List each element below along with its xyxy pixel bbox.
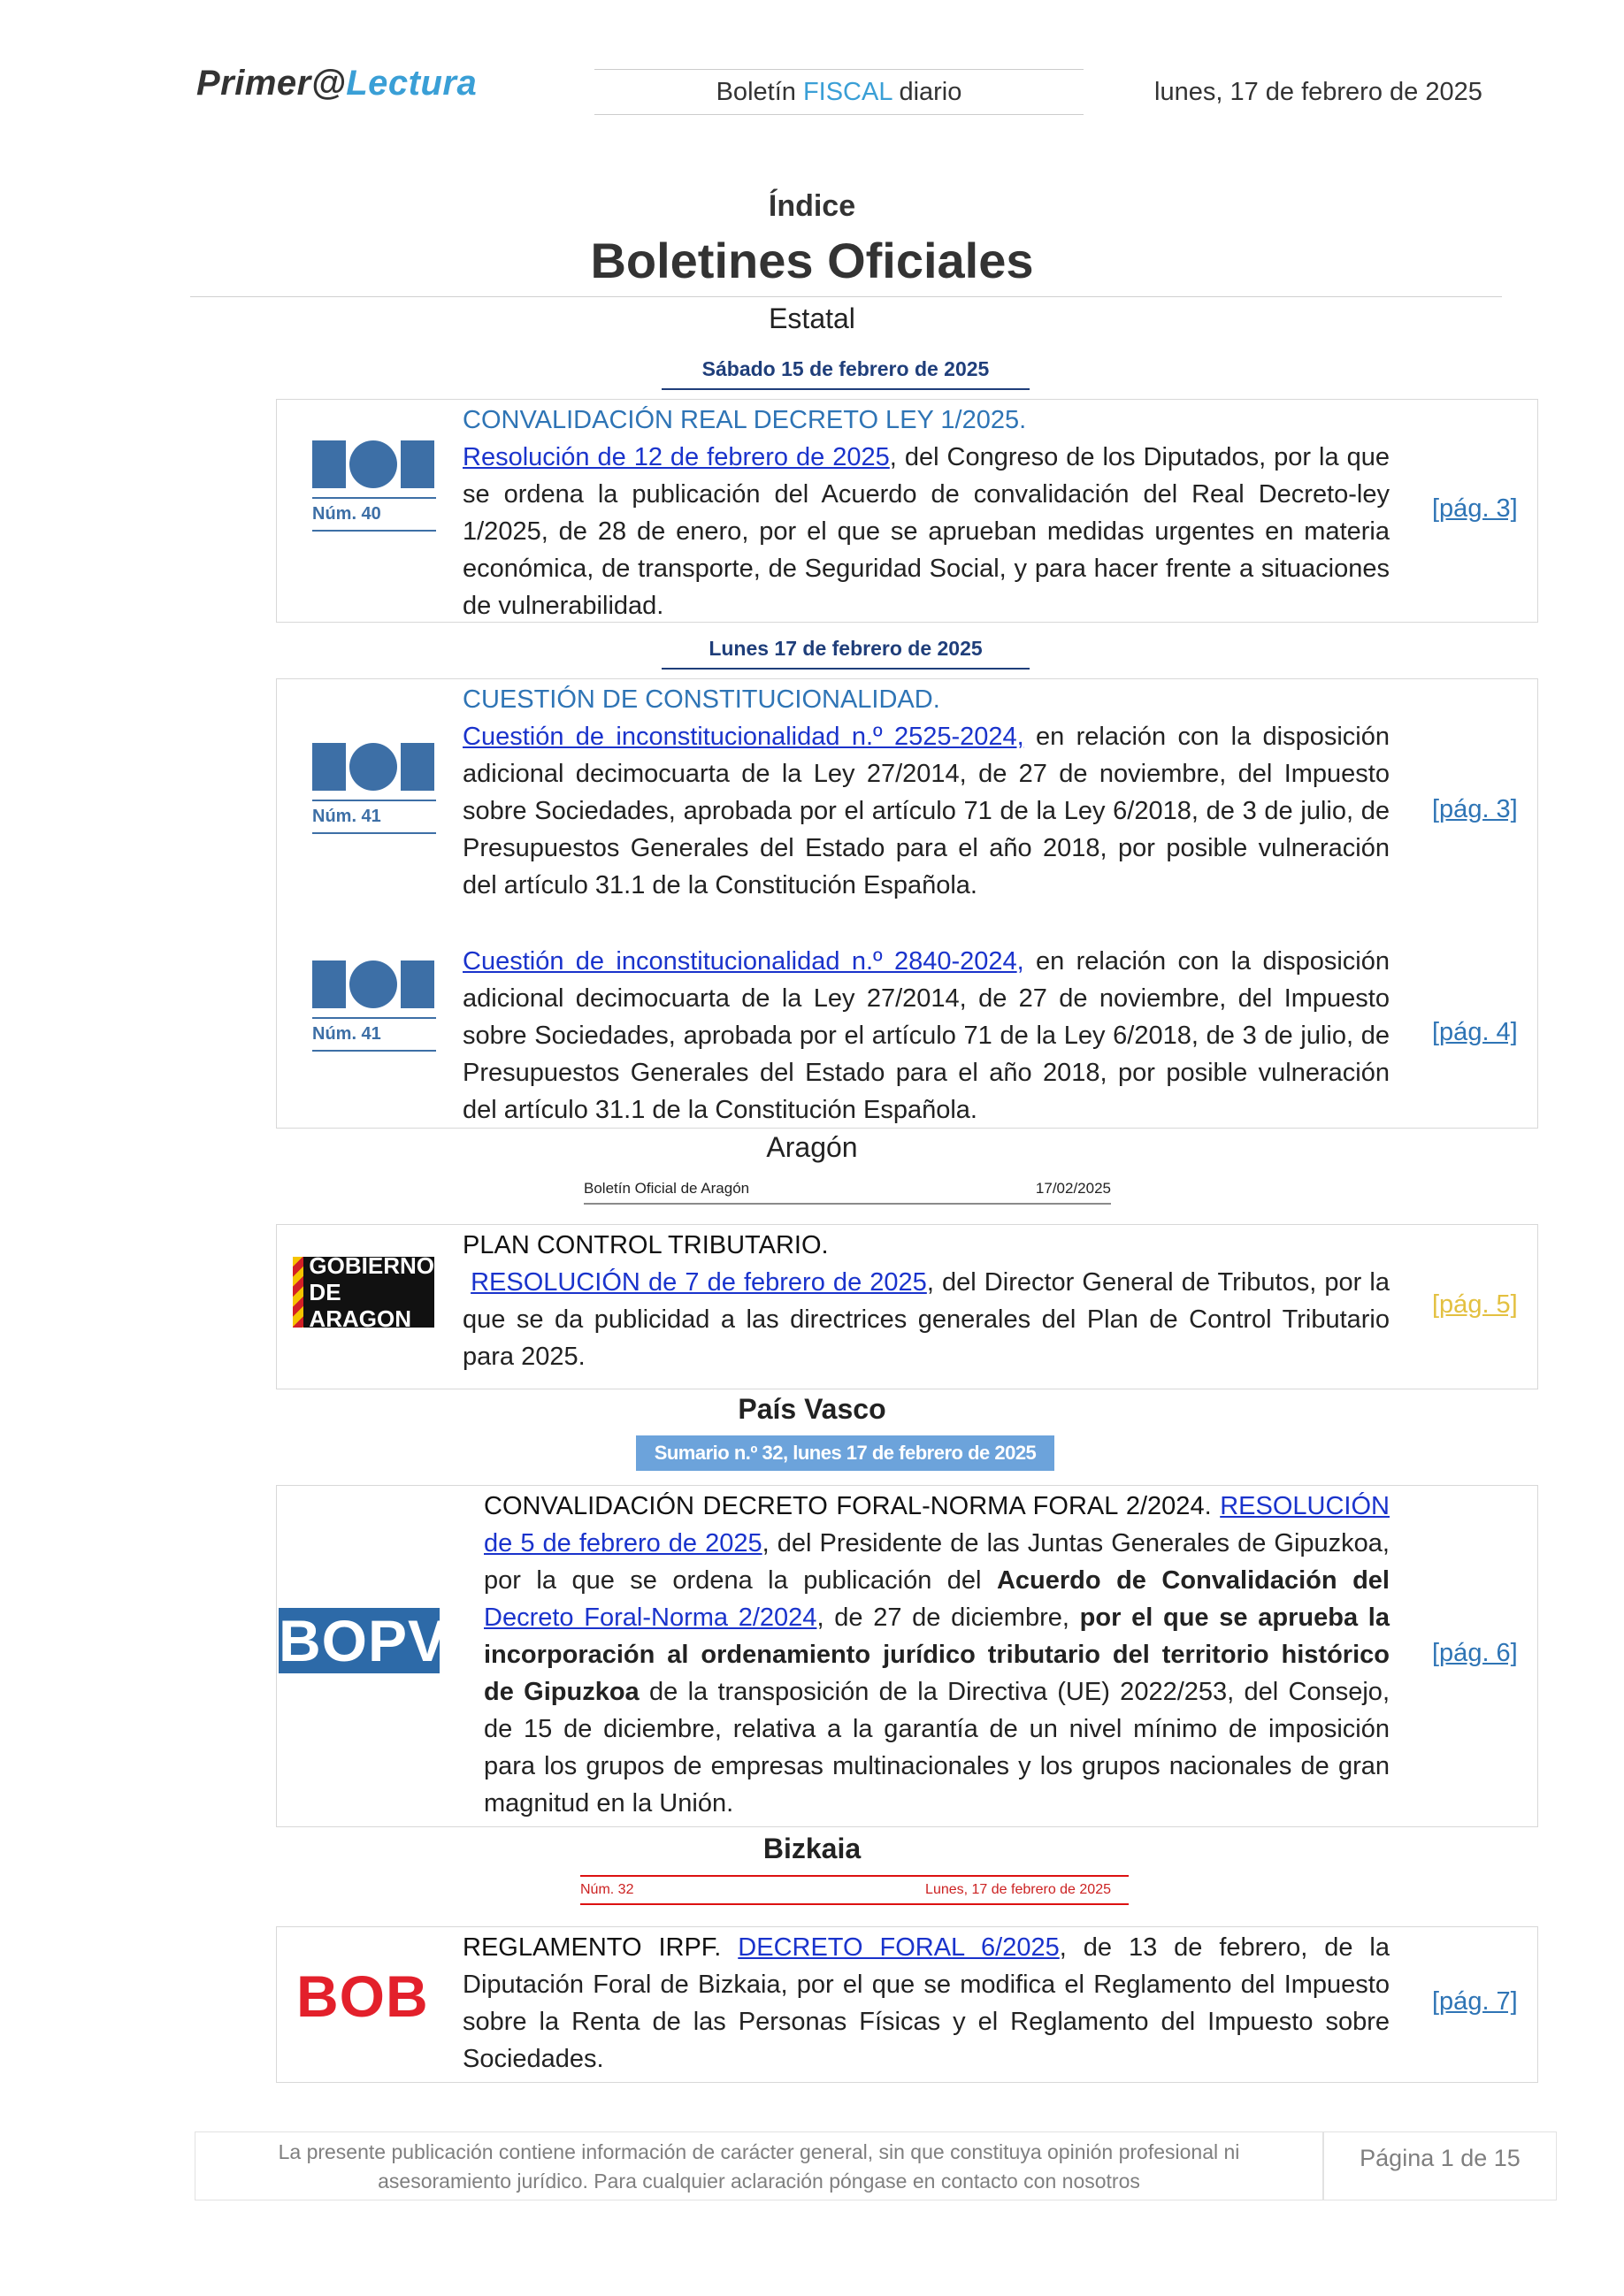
aragon-flag-icon: [293, 1257, 303, 1328]
page-title: Boletines Oficiales: [590, 233, 1034, 288]
aragon-bulletin-banner: [584, 1180, 1111, 1205]
page-ref-link[interactable]: [pág. 4]: [1432, 1018, 1518, 1046]
bulletin-title-pre: Boletín: [716, 78, 803, 106]
entry-link[interactable]: RESOLUCIÓN de 7 de febrero de 2025: [471, 1268, 927, 1297]
header-date: lunes, 17 de febrero de 2025: [1154, 78, 1482, 106]
entry-text: [463, 1929, 1390, 2078]
footer-disclaimer: [195, 2131, 1323, 2200]
boe-mark-icon: [312, 741, 436, 792]
entry-heading: CONVALIDACIÓN DECRETO FORAL-NORMA FORAL 2/2024: [484, 1492, 1205, 1520]
bulletin-title-fiscal: FISCAL: [802, 78, 892, 106]
entry-link[interactable]: RESOLUCIÓN de 5 de febrero de 2025: [484, 1492, 1390, 1557]
brand-logo-part1: Primer@: [196, 64, 347, 103]
bizkaia-bulletin-banner: [580, 1875, 1129, 1905]
entry-body: en relación con la disposición adicional decimocuarta de la Ley 27/2014, de 27 de noviembre, del Impuesto sobre Sociedades, aprobada por el artículo 71 de la Ley 6/2018, de 3 de julio, de Presupuestos Generales del Estado para el año 2018, por posible vulneración del artículo 31.1 de la Constitución Española.: [463, 723, 1390, 899]
section-title-estatal: Estatal: [769, 302, 855, 334]
entry-bold-text: Acuerdo de Convalidación del: [996, 1566, 1390, 1595]
bizkaia-banner-number: Núm. 32: [580, 1882, 634, 1897]
index-label: Índice: [768, 189, 856, 223]
entry-body: , del Director General de Tributos, por la que se da publicidad a las directrices generales del Plan de Control Tributario para 2025.: [463, 1268, 1390, 1371]
entry-link[interactable]: Resolución de 12 de febrero de 2025: [463, 443, 890, 471]
bopv-logo: BOPV: [279, 1608, 448, 1673]
boe-issue-number: Núm. 40: [312, 497, 436, 532]
boe-issue-number: Núm. 41: [312, 1017, 436, 1052]
entry-link[interactable]: Cuestión de inconstitucionalidad n.º 2525-2024,: [463, 723, 1024, 751]
entry-link[interactable]: Cuestión de inconstitucionalidad n.º 2840-2024: [463, 947, 1017, 976]
entry-card-boe-40: [276, 399, 1538, 623]
entry-card-boe-41: [276, 678, 1538, 1129]
entry-body: , del Presidente de las Juntas Generales de Gipuzkoa, por la que se ordena la publicación del: [484, 1529, 1390, 1595]
entry-link-comma: ,: [1016, 947, 1024, 976]
pais-vasco-summary-banner: Sumario n.º 32, lunes 17 de febrero de 2025: [636, 1435, 1054, 1471]
entry-body: en relación con la disposición adicional decimocuarta de la Ley 27/2014, de 27 de noviembre, del Impuesto sobre Sociedades, aprobada por el artículo 71 de la Ley 6/2018, de 3 de julio, de Presupuestos Generales del Estado para el año 2018, por posible vulneración del artículo 31.1 de la Constitución Española.: [463, 947, 1390, 1124]
entry-link[interactable]: DECRETO FORAL 6/2025: [738, 1933, 1060, 1962]
title-divider: [190, 296, 1502, 297]
bizkaia-banner-date: Lunes, 17 de febrero de 2025: [925, 1882, 1111, 1897]
brand-logo: [196, 64, 477, 103]
entry-card-bob: [276, 1926, 1538, 2083]
entry-heading: PLAN CONTROL TRIBUTARIO.: [463, 1231, 829, 1259]
boe-logo: [312, 741, 436, 834]
footer-disclaimer-line2: asesoramiento jurídico. Para cualquier aclaración póngase en contacto con nosotros: [378, 2170, 1140, 2193]
date-banner-monday: Lunes 17 de febrero de 2025: [662, 637, 1030, 670]
section-title-aragon: Aragón: [766, 1131, 858, 1163]
boe-issue-number: Núm. 41: [312, 800, 436, 834]
bulletin-title: [594, 69, 1084, 115]
entry-bold-text: por el que se aprueba la incorporación al ordenamiento jurídico tributario del territorio histórico de Gipuzkoa: [484, 1603, 1390, 1706]
page-ref-link[interactable]: [pág. 6]: [1432, 1639, 1518, 1667]
page-number: Página 1 de 15: [1323, 2131, 1557, 2200]
entry-heading-dot: .: [714, 1933, 739, 1962]
entry-heading: CUESTIÓN DE CONSTITUCIONALIDAD.: [463, 685, 940, 714]
gobierno-aragon-logo: [293, 1252, 434, 1332]
gob-logo-line1: GOBIERNO: [309, 1252, 434, 1279]
entry-text: [463, 402, 1390, 624]
bob-logo: BOB: [296, 1963, 429, 2029]
page-ref-link[interactable]: [pág. 3]: [1432, 494, 1518, 523]
entry-card-aragon: [276, 1224, 1538, 1389]
entry-text: [463, 681, 1390, 904]
entry-card-bopv: [276, 1485, 1538, 1827]
entry-text: [463, 1227, 1390, 1375]
page-ref-link[interactable]: [pág. 3]: [1432, 795, 1518, 823]
gob-logo-line2: DE ARAGON: [309, 1279, 411, 1332]
entry-heading: CONVALIDACIÓN REAL DECRETO LEY 1/2025.: [463, 406, 1027, 434]
boe-logo: [312, 959, 436, 1052]
section-title-pais-vasco: País Vasco: [738, 1393, 886, 1425]
footer-disclaimer-line1: La presente publicación contiene información de carácter general, sin que constituya opinión profesional ni: [278, 2140, 1240, 2163]
entry-heading-dot: .: [1204, 1492, 1221, 1520]
brand-logo-part2: Lectura: [346, 64, 478, 103]
entry-text: [484, 1488, 1390, 1822]
boe-logo: [312, 439, 436, 532]
entry-body: , de 27 de diciembre,: [816, 1603, 1080, 1632]
boe-mark-icon: [312, 959, 436, 1010]
date-banner-saturday: Sábado 15 de febrero de 2025: [662, 357, 1030, 390]
entry-body: , del Congreso de los Diputados, por la que se ordena la publicación del Acuerdo de convalidación del Real Decreto-ley 1/2025, de 28 de enero, por el que se aprueban medidas urgentes en materia económica, de transporte, de Seguridad Social, y para hacer frente a situaciones de vulnerabilidad.: [463, 443, 1390, 620]
entry-link[interactable]: Decreto Foral-Norma 2/2024: [484, 1603, 817, 1632]
bulletin-title-post: diario: [892, 78, 962, 106]
entry-body: , de 13 de febrero, de la Diputación Foral de Bizkaia, por el que se modifica el Reglamento del Impuesto sobre la Renta de las Personas Físicas y el Reglamento del Impuesto sobre Sociedades.: [463, 1933, 1390, 2073]
section-title-bizkaia: Bizkaia: [762, 1833, 862, 1864]
aragon-banner-title: Boletín Oficial de Aragón: [584, 1180, 750, 1197]
entry-text: [463, 943, 1390, 1129]
aragon-banner-date: 17/02/2025: [1035, 1180, 1111, 1197]
boe-mark-icon: [312, 439, 436, 490]
entry-heading: REGLAMENTO IRPF: [463, 1933, 715, 1962]
page-ref-link[interactable]: [pág. 5]: [1432, 1290, 1518, 1319]
page-ref-link[interactable]: [pág. 7]: [1432, 1987, 1518, 2016]
entry-body: de la transposición de la Directiva (UE) 2022/253, del Consejo, de 15 de diciembre, relativa a la garantía de un nivel mínimo de imposición para los grupos de empresas multinacionales y los grupos nacionales de gran magnitud en la Unión.: [484, 1678, 1390, 1818]
